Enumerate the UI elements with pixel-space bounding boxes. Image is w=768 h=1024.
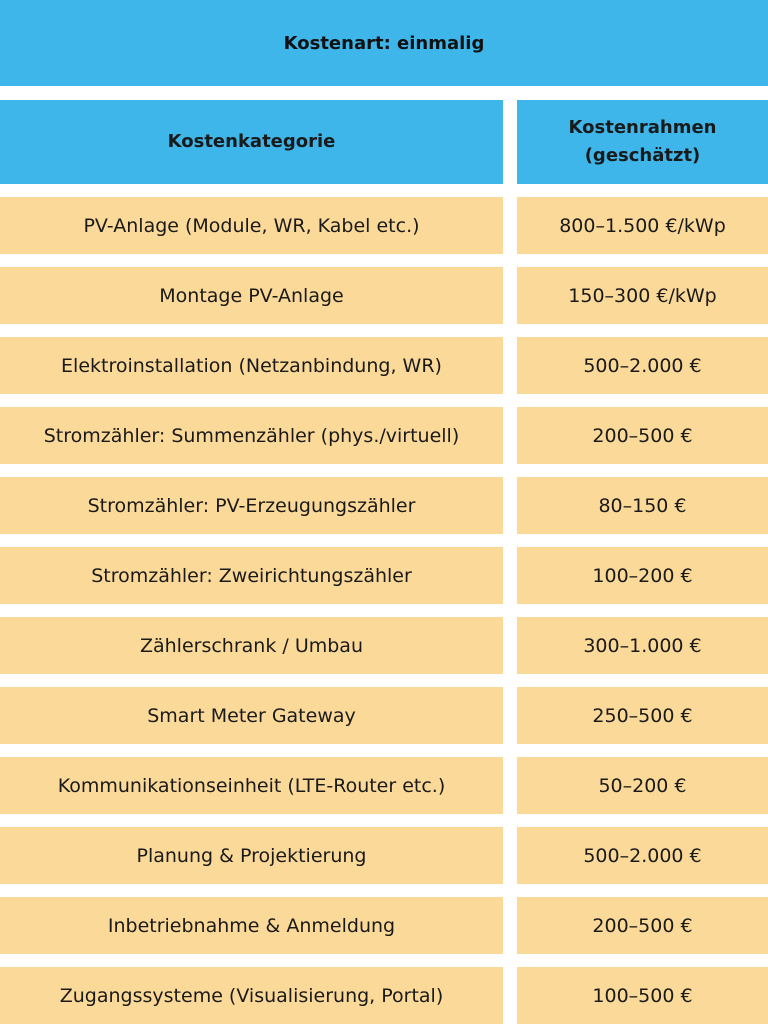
table-cell-range: 100–500 € <box>517 967 768 1024</box>
table-cell-category: Montage PV-Anlage <box>0 267 503 324</box>
header-kostenkategorie: Kostenkategorie <box>0 100 503 184</box>
table-cell-range: 500–2.000 € <box>517 827 768 884</box>
table-cell-category: Kommunikationseinheit (LTE-Router etc.) <box>0 757 503 814</box>
table-cell-category: Zugangssysteme (Visualisierung, Portal) <box>0 967 503 1024</box>
table-cell-range: 250–500 € <box>517 687 768 744</box>
table-cell-category: Zählerschrank / Umbau <box>0 617 503 674</box>
table-cell-range: 500–2.000 € <box>517 337 768 394</box>
table-cell-range: 100–200 € <box>517 547 768 604</box>
table-cell-category: Elektroinstallation (Netzanbindung, WR) <box>0 337 503 394</box>
table-title: Kostenart: einmalig <box>0 0 768 86</box>
table-cell-range: 200–500 € <box>517 897 768 954</box>
table-cell-category: Smart Meter Gateway <box>0 687 503 744</box>
table-cell-range: 150–300 €/kWp <box>517 267 768 324</box>
table-cell-category: Stromzähler: Zweirichtungszähler <box>0 547 503 604</box>
table-cell-category: Stromzähler: PV-Erzeugungszähler <box>0 477 503 534</box>
table-cell-range: 800–1.500 €/kWp <box>517 197 768 254</box>
header-kostenrahmen-label: Kostenrahmen (geschätzt) <box>568 117 717 166</box>
table-cell-range: 200–500 € <box>517 407 768 464</box>
table-cell-range: 300–1.000 € <box>517 617 768 674</box>
table-cell-range: 50–200 € <box>517 757 768 814</box>
table-cell-range: 80–150 € <box>517 477 768 534</box>
table-cell-category: Planung & Projektierung <box>0 827 503 884</box>
table-cell-category: PV-Anlage (Module, WR, Kabel etc.) <box>0 197 503 254</box>
table-cell-category: Inbetriebnahme & Anmeldung <box>0 897 503 954</box>
header-kostenrahmen <box>517 100 768 184</box>
table-cell-category: Stromzähler: Summenzähler (phys./virtuell) <box>0 407 503 464</box>
